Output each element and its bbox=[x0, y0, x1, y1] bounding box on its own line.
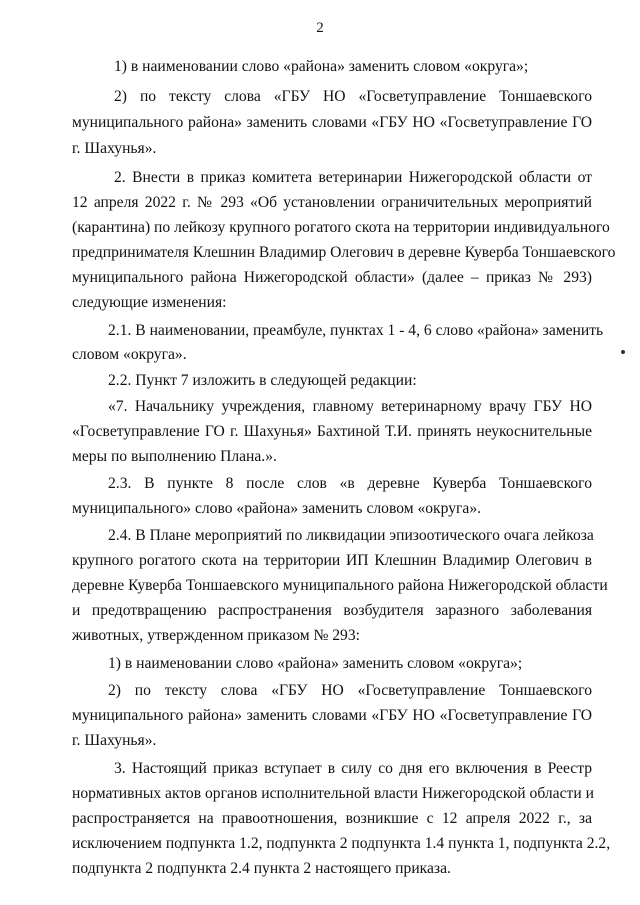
text-line: меры по выполнению Плана.». bbox=[72, 448, 277, 465]
text-line: «7. Начальнику учреждения, главному ветеринарному врачу ГБУ НО bbox=[108, 398, 592, 415]
text-line: муниципального района Нижегородской области» (далее – приказ № 293) bbox=[72, 269, 592, 286]
scan-speck bbox=[621, 350, 625, 354]
text-line: и предотвращению распространения возбудителя заразного заболевания bbox=[72, 602, 592, 619]
text-line: распространяется на правоотношения, возникшие с 12 апреля 2022 г., за bbox=[72, 810, 592, 827]
text-line: подпункта 2 подпункта 2.4 пункта 2 настоящего приказа. bbox=[72, 860, 451, 877]
text-line: 2.1. В наименовании, преамбуле, пунктах 1 - 4, 6 слово «района» заменить bbox=[108, 322, 604, 339]
text-line: исключением подпункта 1.2, подпункта 2 подпункта 1.4 пункта 1, подпункта 2.2, bbox=[72, 835, 611, 852]
text-line: предпринимателя Клешнин Владимир Олегович в деревне Куверба Тоншаевского bbox=[72, 244, 616, 261]
text-line: крупного рогатого скота на территории ИП Клешнин Владимир Олегович в bbox=[72, 552, 592, 569]
text-line: животных, утвержденном приказом № 293: bbox=[72, 627, 360, 644]
text-line: нормативных актов органов исполнительной власти Нижегородской области и bbox=[72, 785, 594, 802]
text-line: 2. Внести в приказ комитета ветеринарии Нижегородской области от bbox=[114, 169, 592, 186]
text-line: 1) в наименовании слово «района» заменить словом «округа»; bbox=[114, 58, 529, 75]
text-line: г. Шахунья». bbox=[72, 140, 157, 157]
text-line: 2) по тексту слова «ГБУ НО «Госветуправление Тоншаевского bbox=[114, 88, 592, 105]
text-line: «Госветуправление ГО г. Шахунья» Бахтиной Т.И. принять неукоснительные bbox=[72, 423, 592, 440]
text-line: муниципального» слово «района» заменить словом «округа». bbox=[72, 500, 482, 517]
text-line: г. Шахунья». bbox=[72, 732, 157, 749]
text-line: муниципального района» заменить словами «ГБУ НО «Госветуправление ГО bbox=[72, 114, 592, 131]
text-line: муниципального района» заменить словами «ГБУ НО «Госветуправление ГО bbox=[72, 707, 592, 724]
text-line: (карантина) по лейкозу крупного рогатого скота на территории индивидуального bbox=[72, 219, 610, 236]
text-line: 2.2. Пункт 7 изложить в следующей редакции: bbox=[108, 372, 417, 389]
text-line: 2.4. В Плане мероприятий по ликвидации эпизоотического очага лейкоза bbox=[108, 527, 594, 544]
text-line: деревне Куверба Тоншаевского муниципального района Нижегородской области bbox=[72, 577, 608, 594]
text-line: 2.3. В пункте 8 после слов «в деревне Куверба Тоншаевского bbox=[108, 475, 592, 492]
text-line: 1) в наименовании слово «района» заменить словом «округа»; bbox=[108, 655, 523, 672]
text-line: словом «округа». bbox=[72, 346, 187, 363]
page-number: 2 bbox=[316, 20, 324, 36]
text-line: 12 апреля 2022 г. № 293 «Об установлении ограничительных мероприятий bbox=[72, 194, 592, 211]
text-line: 3. Настоящий приказ вступает в силу со дня его включения в Реестр bbox=[114, 760, 592, 777]
text-line: 2) по тексту слова «ГБУ НО «Госветуправление Тоншаевского bbox=[108, 682, 592, 699]
text-line: следующие изменения: bbox=[72, 294, 227, 311]
